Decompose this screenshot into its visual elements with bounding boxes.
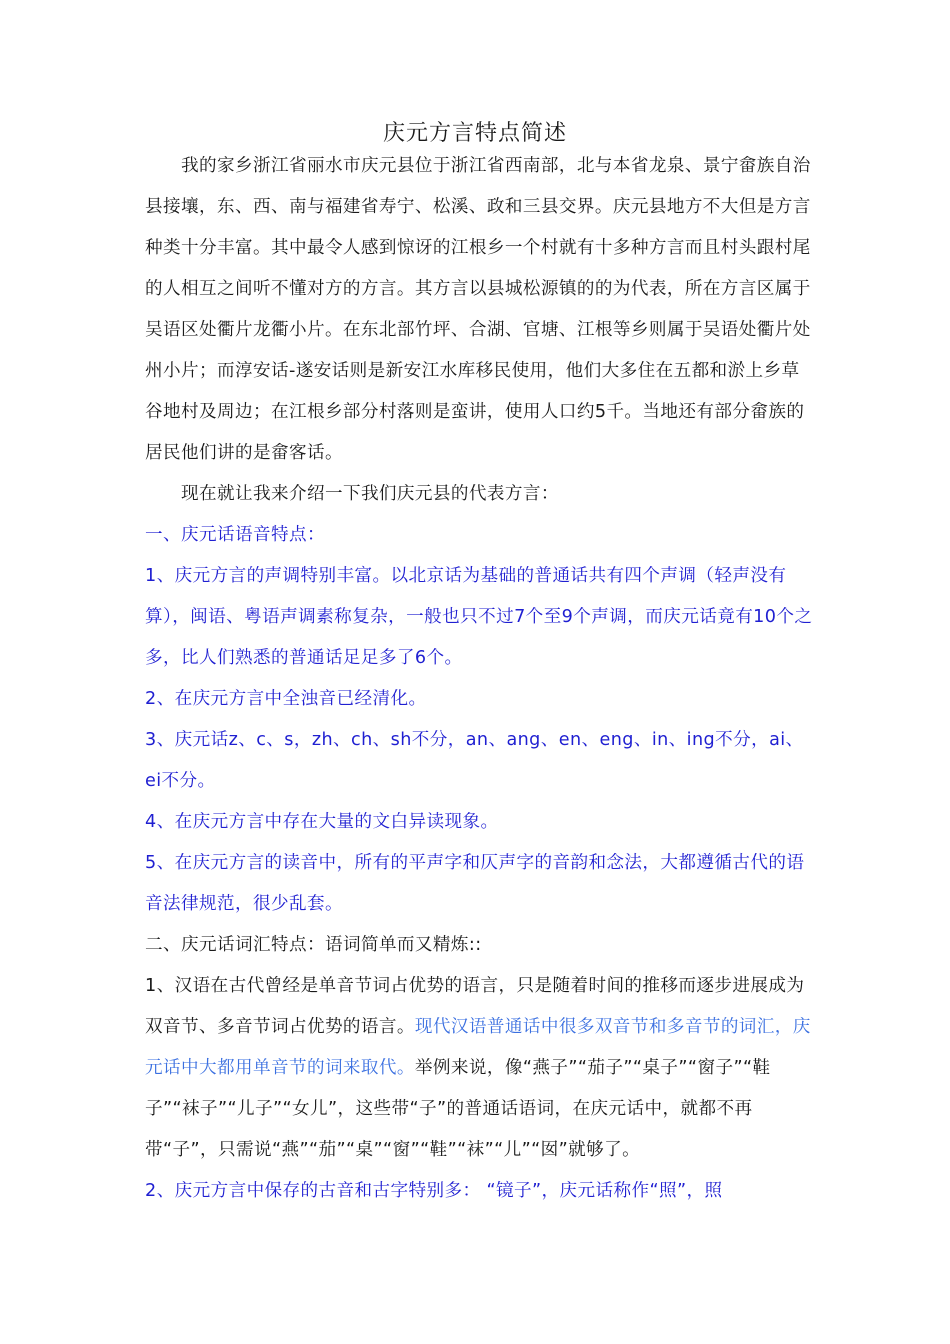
- intro-lead-paragraph: 现在就让我来介绍一下我们庆元县的代表方言：: [181, 484, 559, 504]
- section2-heading-line: [145, 925, 813, 966]
- section2-item-2: 2、庆元方言中保存的古音和古字特别多： “镜子”，庆元话称作“照”，照: [145, 1181, 723, 1201]
- section1-item-3: 3、庆元话z、c、s，zh、ch、sh不分，an、ang、en、eng、in、ing不分，ai、ei不分。: [145, 730, 804, 791]
- section2-heading-suffix: 语词简单而又精炼::: [324, 935, 482, 955]
- document-body: [145, 146, 813, 1212]
- section1-item-2: 2、在庆元方言中全浊音已经清化。: [145, 689, 427, 709]
- section1-item-1: 1、庆元方言的声调特别丰富。以北京话为基础的普通话共有四个声调（轻声没有算），闽语、粤语声调素称复杂，一般也只不过7个至9个声调，而庆元话竟有10个之多，比人们熟悉的普通话足足多了6个。: [145, 566, 813, 668]
- intro-paragraph: 我的家乡浙江省丽水市庆元县位于浙江省西南部，北与本省龙泉、景宁畲族自治县接壤，东、西、南与福建省寿宁、松溪、政和三县交界。庆元县地方不大但是方言种类十分丰富。其中最令人感到惊讶的江根乡一个村就有十多种方言而且村头跟村尾的人相互之间听不懂对方的方言。其方言以县城松源镇的的为代表，所在方言区属于吴语区处衢片龙衢小片。在东北部竹坪、合湖、官塘、江根等乡则属于吴语处衢片处州小片；而淳安话-遂安话则是新安江水库移民使用，他们大多住在五都和淤上乡草谷地村及周边；在江根乡部分村落则是蛮讲，使用人口约5千。当地还有部分畲族的居民他们讲的是畲客话。: [145, 156, 811, 463]
- section2-heading: 二、庆元话词汇特点：: [145, 935, 325, 955]
- section1-heading: 一、庆元话语音特点：: [145, 525, 325, 545]
- section2-item-1-part-c: 举例来说，像“燕子”“茄子”“桌子”“窗子”“鞋子”“袜子”“儿子”“女儿”，这些带“子”的普通话语词，在庆元话中，就都不再带“子”，只需说“燕”“茄”“桌”“窗”“鞋”“袜”“儿”“囡”就够了。: [145, 1058, 771, 1160]
- section2-item-1-part-a: 1、汉语在古代曾经是单音节词占优势的语言，只是随着时间的推移而逐步进展成为双音节、多音节词占优势的语言。: [145, 976, 805, 1037]
- section2-item-1-highlight: 现代汉语普通话中很多双音节和多音节的词汇，庆元话中大都用单音节的词来取代。: [145, 1017, 811, 1078]
- section2-item-1: [145, 966, 813, 1171]
- section1-item-5: 5、在庆元方言的读音中，所有的平声字和仄声字的音韵和念法，大都遵循古代的语音法律规范，很少乱套。: [145, 853, 805, 914]
- section1-item-4: 4、在庆元方言中存在大量的文白异读现象。: [145, 812, 499, 832]
- document-title: 庆元方言特点简述: [382, 121, 567, 146]
